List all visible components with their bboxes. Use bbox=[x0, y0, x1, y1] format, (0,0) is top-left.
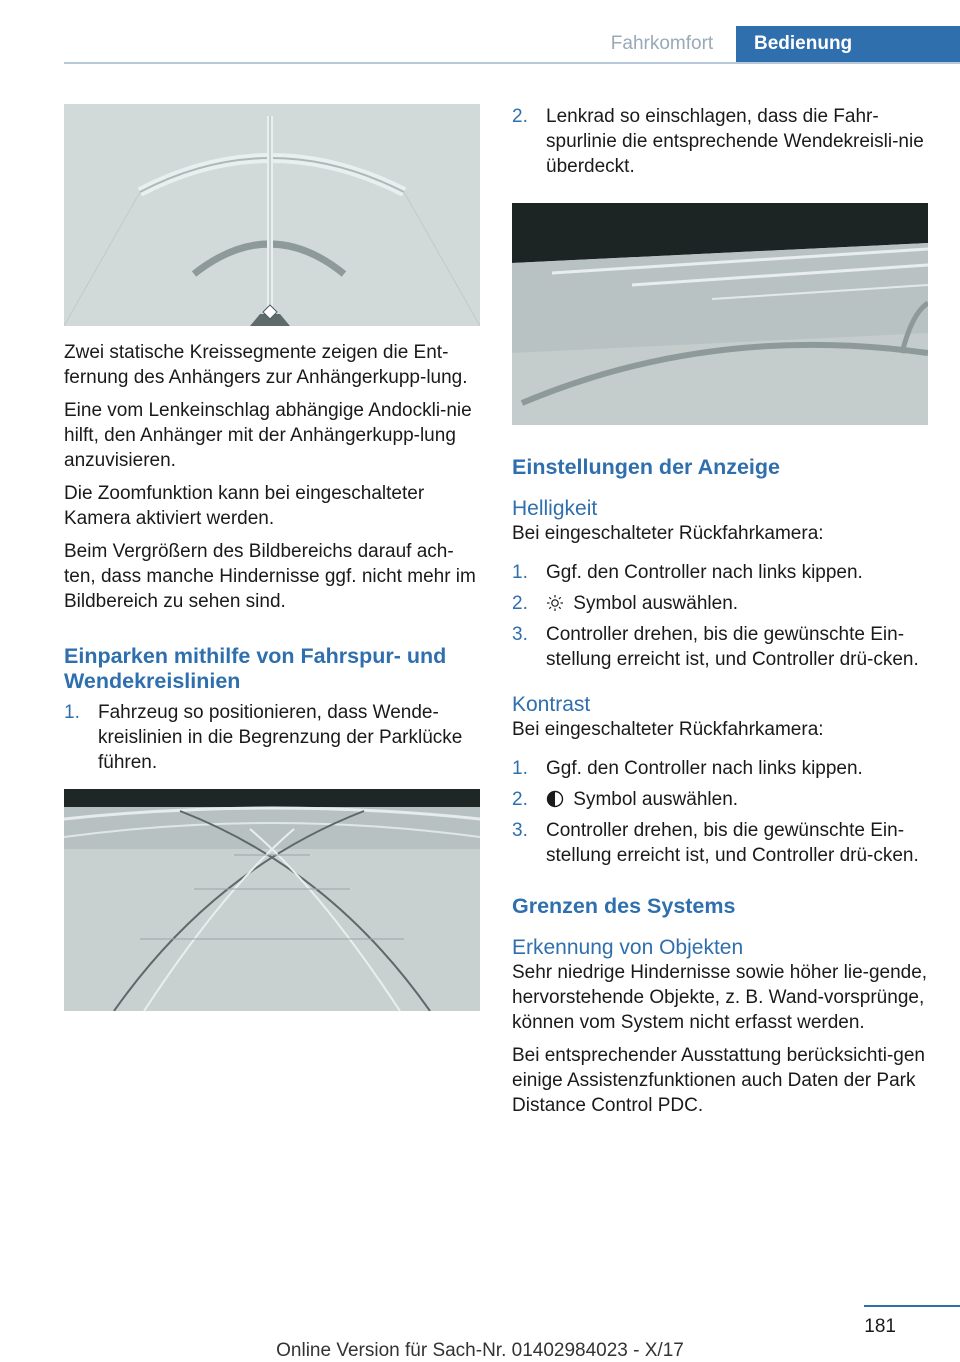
header-divider bbox=[64, 62, 960, 64]
list-item bbox=[512, 818, 928, 868]
list-item bbox=[512, 787, 928, 812]
step-text: Ggf. den Controller nach links kippen. bbox=[546, 758, 863, 779]
subheading-helligkeit: Helligkeit bbox=[512, 497, 598, 520]
header-tab-bedienung[interactable]: Bedienung bbox=[736, 26, 960, 62]
paragraph-zoom-hint: Beim Vergrößern des Bildbereichs darauf ach-ten, dass manche Hindernisse ggf. nicht mehr im Bildbereich zu sehen sind. bbox=[64, 541, 476, 612]
half-circle-icon bbox=[546, 790, 564, 808]
paragraph-objects-1: Sehr niedrige Hindernisse sowie höher lie-gende, hervorstehende Objekte, z. B. Wand-vorsprünge, können vom System nicht erfasst werden. bbox=[512, 962, 928, 1033]
list-item bbox=[64, 700, 480, 775]
step-text: Symbol auswählen. bbox=[573, 789, 739, 810]
step-text: Controller drehen, bis die gewünschte Ein-stellung erreicht ist, und Controller drü-cken. bbox=[546, 624, 919, 670]
online-version-note: Online Version für Sach-Nr. 01402984023 - X/17 bbox=[276, 1340, 684, 1361]
paragraph-docking-line: Eine vom Lenkeinschlag abhängige Andockli-nie hilft, den Anhänger mit der Anhängerkupp-lung anzuvisieren. bbox=[64, 400, 472, 471]
parking-lines-figure bbox=[64, 789, 480, 1011]
step-number: 2. bbox=[512, 106, 528, 127]
step-number: 3. bbox=[512, 820, 528, 841]
turning-circle-figure bbox=[512, 203, 928, 425]
list-item bbox=[512, 560, 928, 585]
page-number: 181 bbox=[864, 1316, 896, 1337]
step-number: 1. bbox=[512, 562, 528, 583]
step-number: 2. bbox=[512, 593, 528, 614]
list-item bbox=[512, 756, 928, 781]
subheading-erkennung: Erkennung von Objekten bbox=[512, 936, 744, 959]
step-text: Fahrzeug so positionieren, dass Wende-kreislinien in die Begrenzung der Parklücke führen. bbox=[98, 702, 463, 773]
contrast-steps bbox=[512, 756, 928, 868]
list-item bbox=[512, 591, 928, 616]
einparken-steps bbox=[64, 700, 480, 775]
heading-einstellungen: Einstellungen der Anzeige bbox=[512, 455, 780, 479]
step-text: Symbol auswählen. bbox=[573, 593, 739, 614]
step-number: 1. bbox=[64, 702, 80, 723]
brightness-steps bbox=[512, 560, 928, 672]
list-item bbox=[512, 622, 928, 672]
step-number: 1. bbox=[512, 758, 528, 779]
step-text: Lenkrad so einschlagen, dass die Fahr-spurlinie die entsprechende Wendekreisli-nie überdeckt. bbox=[546, 106, 924, 177]
paragraph-contrast-intro: Bei eingeschalteter Rückfahrkamera: bbox=[512, 719, 824, 740]
list-item bbox=[512, 104, 928, 179]
paragraph-objects-2: Bei entsprechender Ausstattung berücksichti-gen einige Assistenzfunktionen auch Daten der Park Distance Control PDC. bbox=[512, 1045, 925, 1116]
paragraph-brightness-intro: Bei eingeschalteter Rückfahrkamera: bbox=[512, 523, 824, 544]
heading-grenzen: Grenzen des Systems bbox=[512, 894, 736, 918]
paragraph-segments: Zwei statische Kreissegmente zeigen die Ent-fernung des Anhängers zur Anhängerkupp-lung. bbox=[64, 342, 468, 388]
footer-divider bbox=[864, 1305, 960, 1307]
paragraph-zoom: Die Zoomfunktion kann bei eingeschalteter Kamera aktiviert werden. bbox=[64, 483, 425, 529]
step-text: Ggf. den Controller nach links kippen. bbox=[546, 562, 863, 583]
sun-icon bbox=[546, 594, 564, 612]
heading-einparken: Einparken mithilfe von Fahrspur- und Wendekreislinien bbox=[64, 644, 447, 693]
right-column bbox=[512, 104, 928, 1126]
step-text: Controller drehen, bis die gewünschte Ein-stellung erreicht ist, und Controller drü-cken. bbox=[546, 820, 919, 866]
subheading-kontrast: Kontrast bbox=[512, 693, 591, 716]
trailer-circle-segments-figure bbox=[64, 104, 480, 326]
step-number: 2. bbox=[512, 789, 528, 810]
step-number: 3. bbox=[512, 624, 528, 645]
header-tab-fahrkomfort[interactable]: Fahrkomfort bbox=[610, 33, 714, 54]
einparken-steps-continued bbox=[512, 104, 928, 179]
left-column bbox=[64, 104, 480, 1011]
